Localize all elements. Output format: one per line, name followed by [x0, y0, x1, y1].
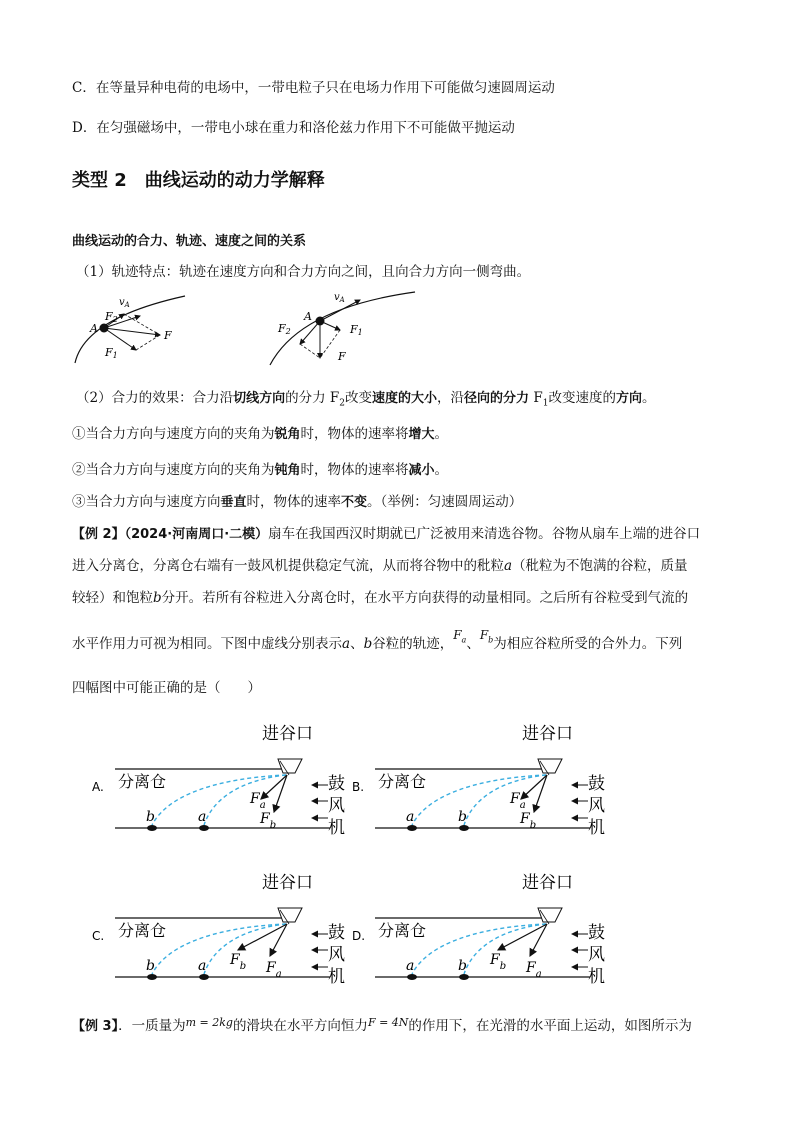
rule-2: ②当合力方向与速度方向的夹角为钝角时，物体的速率将减小。 [72, 462, 449, 478]
svg-text:F2: F2 [278, 322, 291, 336]
svg-text:鼓: 鼓 [328, 774, 345, 794]
example3-line: 【例 3】．一质量为$^{m = 2kg}$的滑块在水平方向恒力$^{F = 4N}$的作用下，在光滑的水平面上运动，如图所示为 [72, 1016, 692, 1034]
diagram-c [90, 860, 350, 985]
svg-text:b: b [458, 809, 467, 825]
trajectory-figure [0, 288, 800, 388]
svg-text:风: 风 [588, 945, 605, 965]
svg-text:Fb: $F_b$ [490, 952, 507, 972]
example2-line1: 【例 2】（2024·河南周口·二模）扇车在我国西汉时期就已广泛被用来清选谷物。谷物从扇车上端的进谷口 [72, 526, 701, 542]
svg-text:机: 机 [328, 967, 345, 985]
svg-text:F2: F2 [105, 310, 118, 324]
example2-line2: 进入分离仓，分离仓右端有一鼓风机提供稳定气流，从而将谷物中的秕粒a（秕粒为不饱满的谷粒，质量 [72, 558, 688, 574]
svg-text:风: 风 [328, 796, 345, 816]
trajectory-left [75, 296, 185, 363]
diagram-a-label: A. [92, 780, 104, 794]
svg-text:F: F [164, 329, 172, 342]
rule-3: ③当合力方向与速度方向垂直时，物体的速率不变。（举例：匀速圆周运动） [72, 494, 523, 510]
svg-text:a: a [406, 809, 415, 825]
svg-text:分离仓: 分离仓 [118, 772, 167, 791]
svg-text:Fb: $F_b$ [230, 952, 247, 972]
point-1: （1）轨迹特点：轨迹在速度方向和合力方向之间，且向合力方向一侧弯曲。 [76, 264, 531, 280]
example3-tag: 【例 3】 [72, 1019, 119, 1034]
svg-text:a: a [406, 958, 415, 974]
example2-line4: 水平作用力可视为相同。下图中虚线分别表示a、b谷粒的轨迹，$F_a$、$F_b$为相应谷粒所受的合外力。下列 [72, 628, 683, 652]
diagram-d [350, 860, 610, 985]
example2-tag: 【例 2】 [72, 527, 125, 542]
svg-text:进谷口: 进谷口 [522, 724, 573, 744]
svg-text:Fa: $F_a$ [510, 791, 526, 811]
trajectory-right [270, 292, 415, 365]
svg-text:b: b [146, 958, 155, 974]
svg-text:vA: $v_A$ [119, 297, 130, 309]
svg-text:风: 风 [328, 945, 345, 965]
svg-text:机: 机 [588, 967, 605, 985]
svg-text:进谷口: 进谷口 [262, 873, 313, 893]
svg-text:b: b [458, 958, 467, 974]
svg-text:A: A [90, 322, 98, 335]
svg-text:鼓: 鼓 [328, 923, 345, 943]
svg-text:a: a [198, 809, 207, 825]
diagram-a [90, 715, 350, 835]
svg-text:分离仓: 分离仓 [378, 921, 427, 940]
svg-text:A: A [304, 310, 312, 323]
svg-text:F1: F1 [350, 323, 363, 337]
svg-text:分离仓: 分离仓 [378, 772, 427, 791]
diagram-b-label: B. [352, 780, 365, 794]
svg-text:进谷口: 进谷口 [522, 873, 573, 893]
option-d: D．在匀强磁场中，一带电小球在重力和洛伦兹力作用下不可能做平抛运动 [72, 120, 515, 136]
svg-text:vA: $v_A$ [334, 292, 345, 304]
svg-text:分离仓: 分离仓 [118, 921, 167, 940]
svg-text:b: b [146, 809, 155, 825]
example2-line3: 较轻）和饱粒b分开。若所有谷粒进入分离仓时，在水平方向获得的动量相同。之后所有谷粒受到气流的 [72, 590, 689, 606]
svg-text:Fa: $F_a$ [266, 960, 282, 980]
diagram-b [350, 715, 610, 835]
svg-text:进谷口: 进谷口 [262, 724, 313, 744]
diagram-d-label: D. [352, 929, 366, 943]
section-title: 曲线运动的动力学解释 [144, 170, 325, 191]
svg-text:风: 风 [588, 796, 605, 816]
svg-text:机: 机 [328, 818, 345, 835]
svg-text:鼓: 鼓 [588, 923, 605, 943]
svg-text:鼓: 鼓 [588, 774, 605, 794]
svg-text:F1: F1 [105, 346, 118, 360]
section-heading [72, 166, 325, 192]
svg-text:a: a [198, 958, 207, 974]
rule-1: ①当合力方向与速度方向的夹角为锐角时，物体的速率将增大。 [72, 426, 449, 442]
option-c: C．在等量异种电荷的电场中，一带电粒子只在电场力作用下可能做匀速圆周运动 [72, 80, 555, 96]
svg-text:Fa: $F_a$ [526, 960, 542, 980]
example2-source: （2024·河南周口·二模） [124, 527, 269, 542]
section-type: 类型 2 [72, 170, 127, 191]
svg-text:F: F [338, 350, 346, 363]
example2-line5: 四幅图中可能正确的是（ ） [72, 680, 261, 696]
point-2: （2）合力的效果：合力沿切线方向的分力 $F_2$改变速度的大小，沿径向的分力 $F_1$改变速度的方向。 [76, 390, 656, 409]
subheading: 曲线运动的合力、轨迹、速度之间的关系 [72, 234, 307, 249]
svg-text:Fb: $F_b$ [260, 811, 277, 831]
diagram-c-label: C. [92, 929, 105, 943]
svg-text:Fb: $F_b$ [520, 811, 537, 831]
svg-text:Fa: $F_a$ [250, 791, 266, 811]
svg-text:机: 机 [588, 818, 605, 835]
